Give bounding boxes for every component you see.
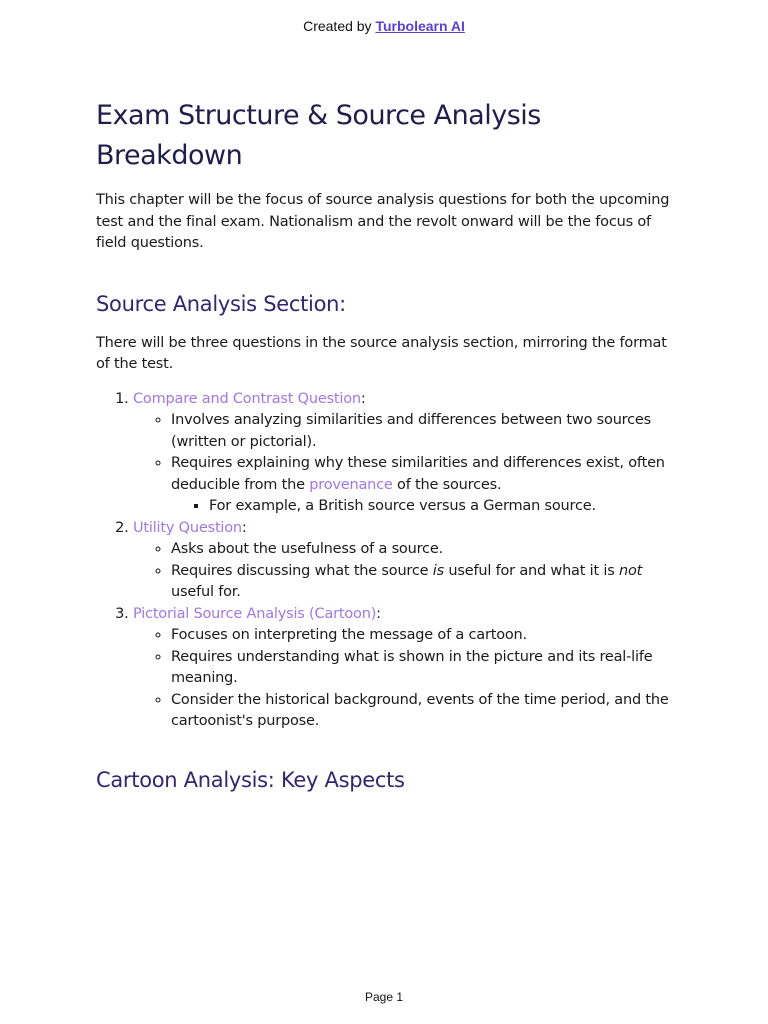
emphasis-not: not <box>618 562 643 579</box>
page-header <box>0 18 768 34</box>
label-colon: : <box>360 390 366 407</box>
list-item: ◦ Requires understanding what is shown in the picture and its real-life meaning. <box>171 647 676 690</box>
compare-contrast-link[interactable]: Compare and Contrast Question <box>133 390 361 407</box>
turbolearn-link[interactable]: Turbolearn AI <box>375 18 465 34</box>
list-item: ◦ Focuses on interpreting the message of a cartoon. <box>171 625 676 647</box>
pictorial-source-link[interactable]: Pictorial Source Analysis (Cartoon) <box>133 605 377 622</box>
pictorial-points <box>133 625 676 733</box>
point-text: useful for. <box>171 584 241 600</box>
label-colon: : <box>376 605 381 622</box>
question-item-utility <box>133 518 676 604</box>
created-by-text: Created by <box>303 18 372 34</box>
document-body <box>96 96 676 795</box>
list-item <box>171 453 676 518</box>
question-list <box>96 389 676 733</box>
point-text: of the sources. <box>392 476 502 493</box>
emphasis-is: is <box>432 562 444 579</box>
source-analysis-heading: Source Analysis Section: <box>96 291 346 316</box>
compare-points <box>133 410 676 518</box>
label-colon: : <box>241 519 247 536</box>
question-item-compare <box>133 389 676 518</box>
question-item-pictorial <box>133 604 676 733</box>
point-text: Requires discussing what the source <box>171 562 433 579</box>
utility-question-link[interactable]: Utility Question <box>133 519 242 536</box>
list-item: ▪ For example, a British source versus a German source. <box>209 496 676 518</box>
provenance-link[interactable]: provenance <box>309 476 393 493</box>
point-text: useful for and what it is <box>443 562 619 579</box>
utility-points <box>133 539 676 604</box>
example-points <box>171 496 676 518</box>
list-item: ◦ Involves analyzing similarities and differences between two sources (written or pictorial). <box>171 410 676 453</box>
list-item: ◦ Asks about the usefulness of a source. <box>171 539 676 561</box>
list-item <box>171 561 676 604</box>
list-item: ◦ Consider the historical background, events of the time period, and the cartoonist's purpose. <box>171 690 676 733</box>
page-number: Page 1 <box>364 990 404 1004</box>
document-title: Exam Structure & Source Analysis Breakdown <box>96 100 541 171</box>
intro-paragraph: This chapter will be the focus of source analysis questions for both the upcoming test and the final exam. Nationalism and the revolt onward will be the focus of field questions. <box>96 192 670 251</box>
cartoon-analysis-heading: Cartoon Analysis: Key Aspects <box>96 767 405 792</box>
point-text: Requires explaining why these similarities and differences exist, often deducible from the <box>171 455 665 493</box>
source-analysis-paragraph: There will be three questions in the source analysis section, mirroring the format of the test. <box>96 334 667 372</box>
